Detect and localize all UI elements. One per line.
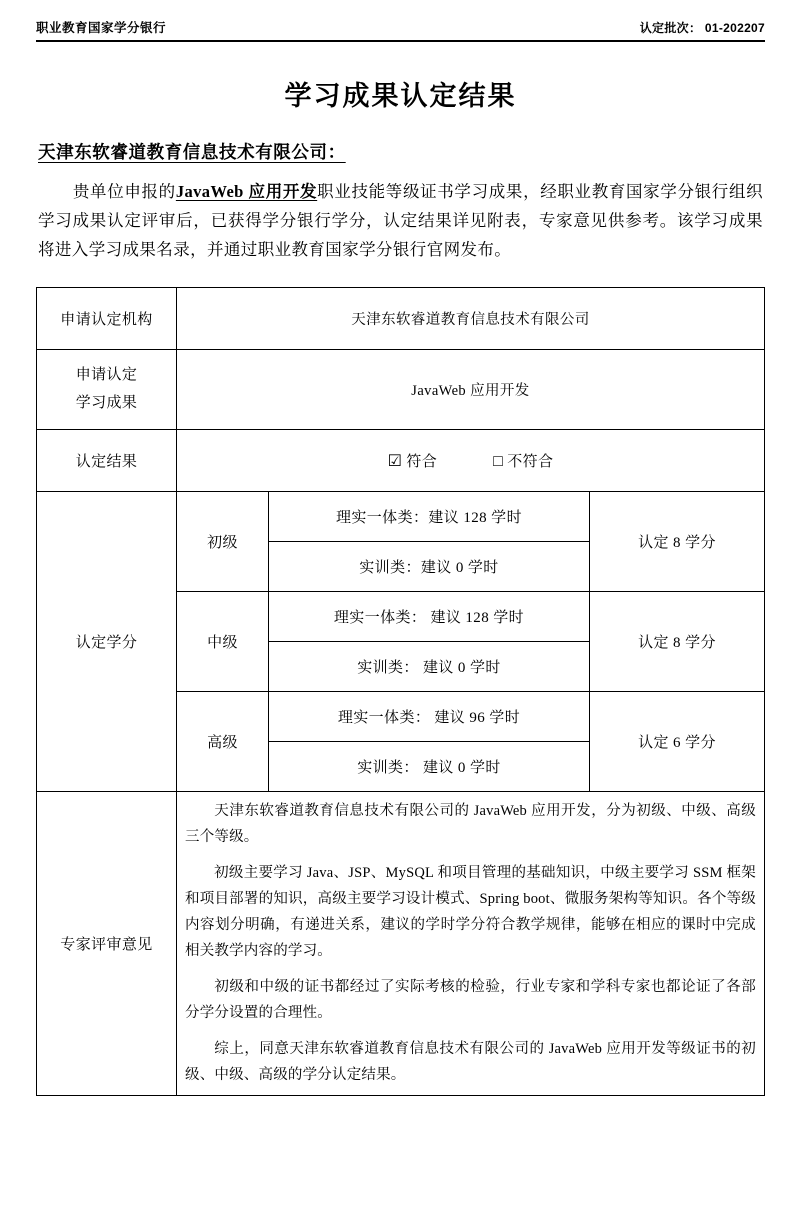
- row-label-organization: 申请认定机构: [37, 287, 177, 349]
- checkbox-checked-icon[interactable]: ☑: [387, 452, 403, 470]
- row-label-achievement: [37, 349, 177, 429]
- table-row-achievement: [37, 349, 765, 429]
- hours-intermediate-practical: 实训类： 建议 0 学时: [269, 641, 590, 691]
- opinion-text-1: 天津东软睿道教育信息技术有限公司的 JavaWeb 应用开发，分为初级、中级、高级三个等级。: [185, 802, 756, 845]
- body-highlight: JavaWeb 应用开发: [175, 182, 318, 201]
- header-batch: [640, 19, 765, 36]
- result-option-noncompliant[interactable]: [493, 450, 553, 471]
- table-row-credit-primary-1: [37, 491, 765, 541]
- hours-advanced-practical: 实训类： 建议 0 学时: [269, 741, 590, 791]
- row-value-organization: 天津东软睿道教育信息技术有限公司: [177, 287, 765, 349]
- table-row-organization: [37, 287, 765, 349]
- opinion-text-3: 初级和中级的证书都经过了实际考核的检验，行业专家和学科专家也都论证了各部分学分设置的合理性。: [185, 979, 756, 1022]
- header-org-title: 职业教育国家学分银行: [36, 21, 167, 35]
- credit-intermediate: 认定 8 学分: [589, 591, 764, 691]
- page-header: [36, 18, 765, 42]
- checkbox-unchecked-icon[interactable]: □: [493, 452, 504, 470]
- result-option-compliant-label: 符合: [406, 453, 438, 470]
- row-value-result: [177, 429, 765, 491]
- body-paragraph: [38, 178, 763, 265]
- credit-primary: 认定 8 学分: [589, 491, 764, 591]
- result-option-noncompliant-label: 不符合: [507, 453, 554, 470]
- body-part-1: 贵单位申报的: [72, 182, 176, 201]
- body-part-2: 职业技能等级证书学习成果，经职业教育国家学分银行组织学习成果认定评审后，已获得学分银行学分，认定结果详见附表，专家意见供参考。该学习成果将进入学习成果名录，并通过职业教育国家学分银行官网发布。: [38, 182, 764, 259]
- opinion-paragraph-3: [185, 974, 756, 1026]
- row-value-achievement: JavaWeb 应用开发: [177, 349, 765, 429]
- opinion-paragraph-1: [185, 798, 756, 850]
- opinion-text-2: 初级主要学习 Java、JSP、MySQL 和项目管理的基础知识，中级主要学习 SSM 框架和项目部署的知识，高级主要学习设计模式、Spring boot、微服务架构等知识。各个等级内容划分明确，有递进关系，建议的学时学分符合教学规律，能够在相应的课时中完成相关教学内容的学习。: [185, 864, 756, 960]
- level-name-intermediate: 中级: [177, 591, 269, 691]
- row-label-result: 认定结果: [37, 429, 177, 491]
- addressee-line: 天津东软睿道教育信息技术有限公司：: [38, 142, 346, 162]
- expert-opinion-body: [177, 791, 765, 1095]
- batch-label: 认定批次：: [639, 21, 702, 35]
- hours-primary-practical: 实训类：建议 0 学时: [269, 541, 590, 591]
- table-row-expert-opinion: [37, 791, 765, 1095]
- level-name-primary: 初级: [177, 491, 269, 591]
- hours-primary-integrated: 理实一体类：建议 128 学时: [269, 491, 590, 541]
- page-title: 学习成果认定结果: [284, 81, 517, 111]
- batch-value: 01-202207: [704, 21, 765, 35]
- opinion-paragraph-2: [185, 860, 756, 964]
- credit-advanced: 认定 6 学分: [589, 691, 764, 791]
- row-label-achievement-line1: 申请认定: [75, 366, 138, 383]
- hours-advanced-integrated: 理实一体类： 建议 96 学时: [269, 691, 590, 741]
- row-label-expert-opinion: 专家评审意见: [37, 791, 177, 1095]
- row-label-achievement-line2: 学习成果: [75, 395, 138, 412]
- opinion-paragraph-4: [185, 1036, 756, 1088]
- table-row-result: [37, 429, 765, 491]
- hours-intermediate-integrated: 理实一体类： 建议 128 学时: [269, 591, 590, 641]
- row-label-credits: 认定学分: [37, 491, 177, 791]
- opinion-text-4: 综上，同意天津东软睿道教育信息技术有限公司的 JavaWeb 应用开发等级证书的初级、中级、高级的学分认定结果。: [185, 1041, 756, 1084]
- result-option-compliant[interactable]: [388, 450, 438, 471]
- certification-table: [36, 287, 765, 1096]
- level-name-advanced: 高级: [177, 691, 269, 791]
